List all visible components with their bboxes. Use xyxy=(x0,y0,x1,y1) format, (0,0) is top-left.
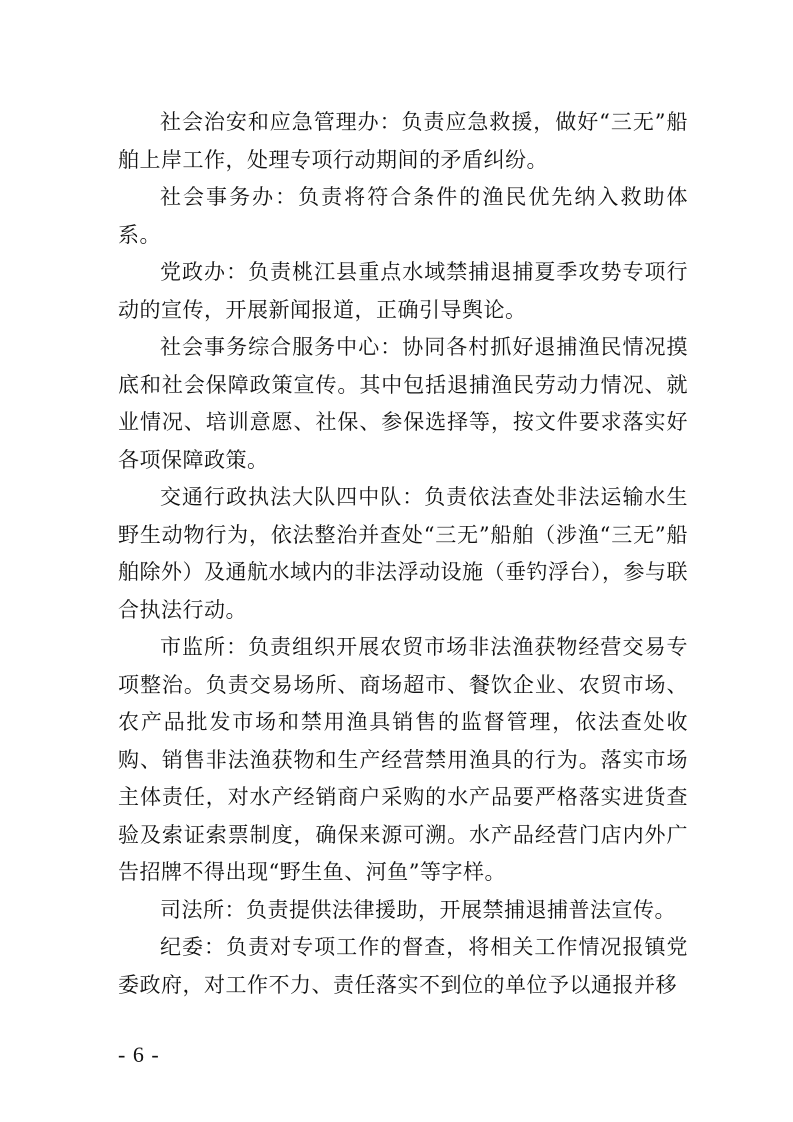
paragraph-discipline-committee: 纪委：负责对专项工作的督查，将相关工作情况报镇党委政府，对工作不力、责任落实不到位的单位予以通报并移 xyxy=(118,935,688,997)
paragraph-judicial-office: 司法所：负责提供法律援助，开展禁捕退捕普法宣传。 xyxy=(160,897,676,922)
page-number: - 6 - xyxy=(118,1042,160,1067)
paragraph-market-supervision: 市监所：负责组织开展农贸市场非法渔获物经营交易专项整治。负责交易场所、商场超市、餐饮企业、农贸市场、农产品批发市场和禁用渔具销售的监督管理，依法查处收购、销售非法渔获物和生产经营禁用渔具的行为。落实市场主体责任，对水产经销商户采购的水产品要严格落实进货查验及索证索票制度，确保来源可溯。水产品经营门店内外广告招牌不得出现“野生鱼、河鱼”等字样。 xyxy=(118,635,688,884)
paragraph-public-security-office: 社会治安和应急管理办：负责应急救援，做好“三无”船舶上岸工作，处理专项行动期间的矛盾纠纷。 xyxy=(118,110,688,172)
paragraph-social-affairs-office: 社会事务办：负责将符合条件的渔民优先纳入救助体系。 xyxy=(118,185,688,247)
document-body xyxy=(118,104,688,1004)
paragraph-party-government-office: 党政办：负责桃江县重点水域禁捕退捕夏季攻势专项行动的宣传，开展新闻报道，正确引导舆论。 xyxy=(118,260,688,322)
paragraph-social-service-center: 社会事务综合服务中心：协同各村抓好退捕渔民情况摸底和社会保障政策宣传。其中包括退捕渔民劳动力情况、就业情况、培训意愿、社保、参保选择等，按文件要求落实好各项保障政策。 xyxy=(118,335,688,472)
paragraph-transport-enforcement: 交通行政执法大队四中队：负责依法查处非法运输水生野生动物行为，依法整治并查处“三无”船舶（涉渔“三无”船舶除外）及通航水域内的非法浮动设施（垂钓浮台），参与联合执法行动。 xyxy=(118,485,688,622)
